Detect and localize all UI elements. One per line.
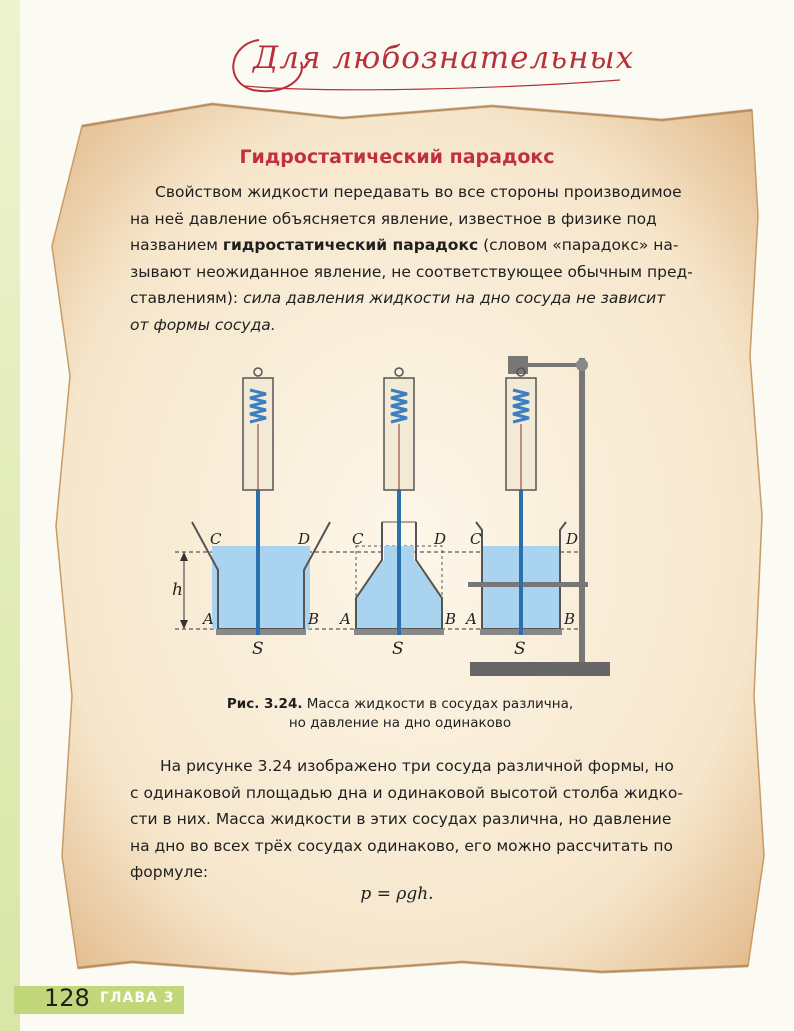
vessel-narrowing [338,368,456,659]
text-line: На рисунке 3.24 изображено три сосуда различной формы, но [160,757,674,775]
svg-text:D: D [566,530,579,548]
svg-text:C: C [210,530,222,548]
svg-text:S: S [252,639,264,659]
text-line: от формы сосуда. [130,315,276,334]
svg-text:S: S [392,639,404,659]
chapter-label: ГЛАВА 3 [100,990,175,1006]
formula: p = ρgh. [360,884,434,904]
text-line: на неё давление объясняется явление, известное в физике под [130,209,657,228]
vessel-cylinder [464,356,610,676]
text-line: названием гидростатический парадокс (словом «парадокс» на- [130,236,679,254]
label-h: h [172,580,183,600]
figure-3-24 [170,350,620,690]
svg-text:B: B [445,610,457,628]
caption-line: но давление на дно одинаково [288,715,512,731]
svg-text:C: C [470,530,482,548]
svg-text:B: B [564,610,576,628]
svg-text:A: A [340,610,351,628]
svg-text:D: D [298,530,311,548]
svg-text:A: A [203,610,214,628]
figure-caption [200,695,600,733]
text-line: зывают неожиданное явление, не соответствующее обычным пред- [130,262,693,281]
banner-title: Для любознательных [253,40,635,76]
text-line: сти в них. Масса жидкости в этих сосудах различна, но давление [130,810,672,828]
page-number: 128 [44,984,90,1012]
svg-text:A: A [466,610,477,628]
svg-text:D: D [434,530,447,548]
text-line: формуле: [130,863,209,881]
text-line: ставлениям): сила давления жидкости на дно сосуда не зависит [130,289,666,307]
text-line: на дно во всех трёх сосудах одинаково, его можно рассчитать по [130,836,674,855]
intro-paragraph [130,179,705,338]
svg-text:C: C [352,530,364,548]
section-heading: Гидростатический парадокс [239,146,555,168]
body-paragraph [130,753,705,886]
vessel-widening [192,368,330,659]
text-line: с одинаковой площадью дна и одинаковой высотой столба жидко- [130,783,683,802]
svg-text:B: B [308,610,320,628]
text-line: Свойством жидкости передавать во все стороны производимое [155,183,682,201]
svg-text:S: S [514,639,526,659]
caption-label: Рис. 3.24. [226,696,303,712]
statement-italic: сила давления жидкости на дно сосуда не зависит [243,289,666,307]
term-bold: гидростатический парадокс [222,236,479,254]
section-banner [215,28,635,98]
caption-line: Рис. 3.24. Масса жидкости в сосудах различна, [226,696,574,712]
